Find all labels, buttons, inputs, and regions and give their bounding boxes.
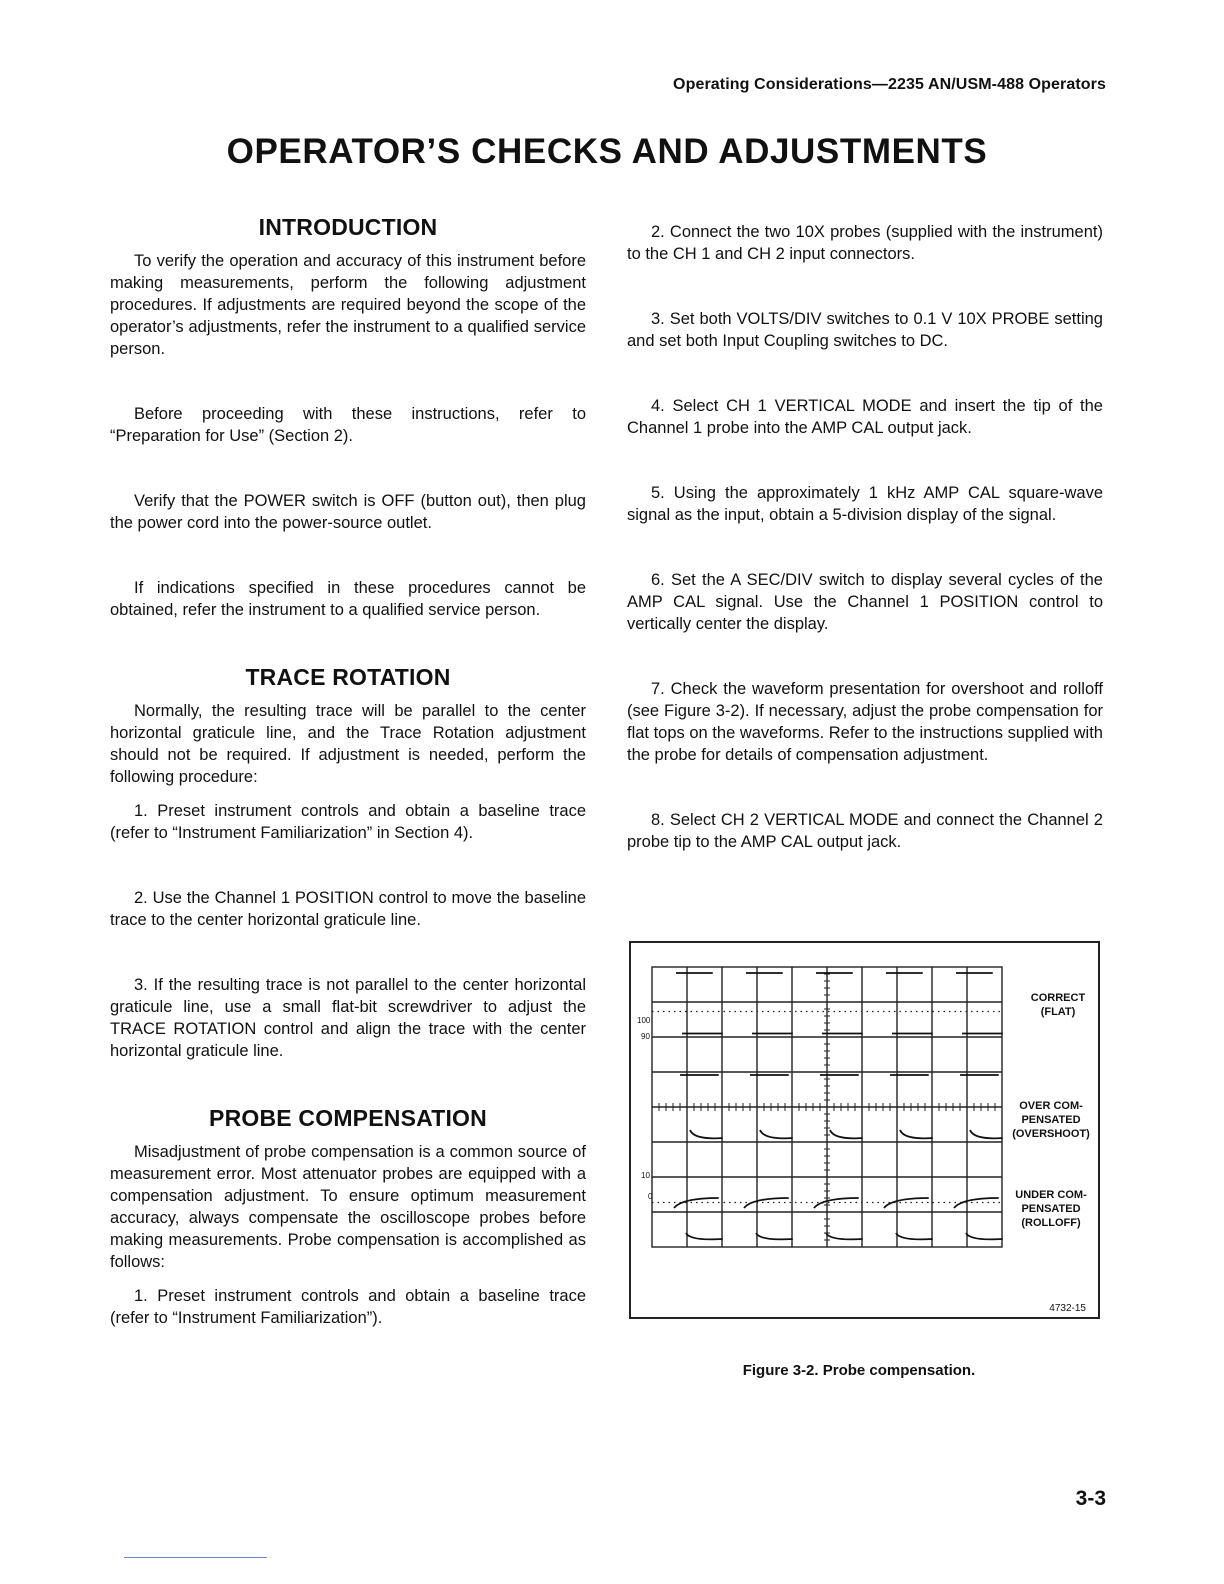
left-column xyxy=(110,216,586,1329)
probe-step-4: 4. Select CH 1 VERTICAL MODE and insert the tip of the Channel 1 probe into the AMP CAL output jack. xyxy=(627,397,1103,437)
footer-rule xyxy=(124,1557,267,1558)
probe-step-3: 3. Set both VOLTS/DIV switches to 0.1 V 10X PROBE setting and set both Input Coupling switches to DC. xyxy=(627,310,1103,350)
label-correct-line-2: (FLAT) xyxy=(1040,1006,1076,1018)
trace-step-2: 2. Use the Channel 1 POSITION control to move the baseline trace to the center horizontal graticule line. xyxy=(110,889,586,929)
scale-labels xyxy=(637,1016,653,1201)
scale-label-100: 100 xyxy=(637,1016,651,1025)
probe-step-8: 8. Select CH 2 VERTICAL MODE and connect the Channel 2 probe tip to the AMP CAL output jack. xyxy=(627,811,1103,851)
scale-label-0: 0 xyxy=(648,1192,653,1201)
figure-caption: Figure 3-2. Probe compensation. xyxy=(742,1362,976,1379)
intro-paragraph-4: If indications specified in these procedures cannot be obtained, refer the instrument to a qualified service person. xyxy=(110,579,586,619)
right-column xyxy=(627,221,1103,853)
waveform-flat xyxy=(676,973,1003,1034)
graticule-grid xyxy=(652,967,1002,1247)
probe-step-7: 7. Check the waveform presentation for overshoot and rolloff (see Figure 3-2). If necessary, adjust the probe compensation for flat tops on the waveforms. Refer to the instructions supplied with the probe for details of compensation adjustment. xyxy=(627,680,1103,764)
graticule-diagram xyxy=(631,943,1102,1321)
label-over-line-3: (OVERSHOOT) xyxy=(1012,1128,1090,1140)
probe-compensation-figure xyxy=(629,941,1100,1319)
probe-step-5: 5. Using the approximately 1 kHz AMP CAL square-wave signal as the input, obtain a 5-division display of the signal. xyxy=(627,484,1103,524)
probe-step-6: 6. Set the A SEC/DIV switch to display several cycles of the AMP CAL signal. Use the Channel 1 POSITION control to vertically center the display. xyxy=(627,571,1103,633)
label-correct-line-1: CORRECT xyxy=(1030,992,1086,1004)
trace-paragraph-1: Normally, the resulting trace will be parallel to the center horizontal graticule line, and the Trace Rotation adjustment should not be required. If adjustment is needed, perform the following procedure: xyxy=(110,702,586,786)
page-title: OPERATOR’S CHECKS AND ADJUSTMENTS xyxy=(226,132,988,171)
page-number: 3-3 xyxy=(1075,1487,1106,1510)
label-under-line-3: (ROLLOFF) xyxy=(1021,1217,1081,1229)
intro-paragraph-1: To verify the operation and accuracy of this instrument before making measurements, perform the following adjustment procedures. If adjustments are required beyond the scope of the operator’s adjustments, refer the instrument to a qualified service person. xyxy=(110,252,586,358)
waveform-labels xyxy=(1012,992,1090,1314)
running-head: Operating Considerations—2235 AN/USM-488 Operators xyxy=(673,76,1106,93)
introduction-heading: INTRODUCTION xyxy=(258,214,438,240)
scale-label-90: 90 xyxy=(641,1032,650,1041)
probe-step-1: 1. Preset instrument controls and obtain a baseline trace (refer to “Instrument Familiarization”). xyxy=(110,1287,586,1327)
probe-step-2: 2. Connect the two 10X probes (supplied with the instrument) to the CH 1 and CH 2 input connectors. xyxy=(627,223,1103,263)
label-over-line-1: OVER COM- xyxy=(1019,1100,1083,1112)
label-over-line-2: PENSATED xyxy=(1021,1114,1081,1126)
trace-step-3: 3. If the resulting trace is not parallel to the center horizontal graticule line, use a small flat-bit screwdriver to adjust the TRACE ROTATION control and align the trace with the center horizontal graticule line. xyxy=(110,976,586,1060)
probe-paragraph-1: Misadjustment of probe compensation is a common source of measurement error. Most attenuator probes are equipped with a compensation adjustment. To ensure optimum measurement accuracy, always compensate the oscilloscope probes before making measurements. Probe compensation is accomplished as follows: xyxy=(110,1143,586,1271)
trace-rotation-heading: TRACE ROTATION xyxy=(245,664,451,690)
intro-paragraph-3: Verify that the POWER switch is OFF (button out), then plug the power cord into the power-source outlet. xyxy=(110,492,586,532)
scale-label-10: 10 xyxy=(641,1171,650,1180)
trace-step-1: 1. Preset instrument controls and obtain a baseline trace (refer to “Instrument Familiarization” in Section 4). xyxy=(110,802,586,842)
intro-paragraph-2: Before proceeding with these instructions, refer to “Preparation for Use” (Section 2). xyxy=(110,405,586,445)
waveform-under xyxy=(674,1198,1003,1239)
figure-number: 4732-15 xyxy=(1049,1303,1086,1314)
label-under-line-2: PENSATED xyxy=(1021,1203,1081,1215)
probe-compensation-heading: PROBE COMPENSATION xyxy=(209,1105,487,1131)
label-under-line-1: UNDER COM- xyxy=(1015,1189,1087,1201)
